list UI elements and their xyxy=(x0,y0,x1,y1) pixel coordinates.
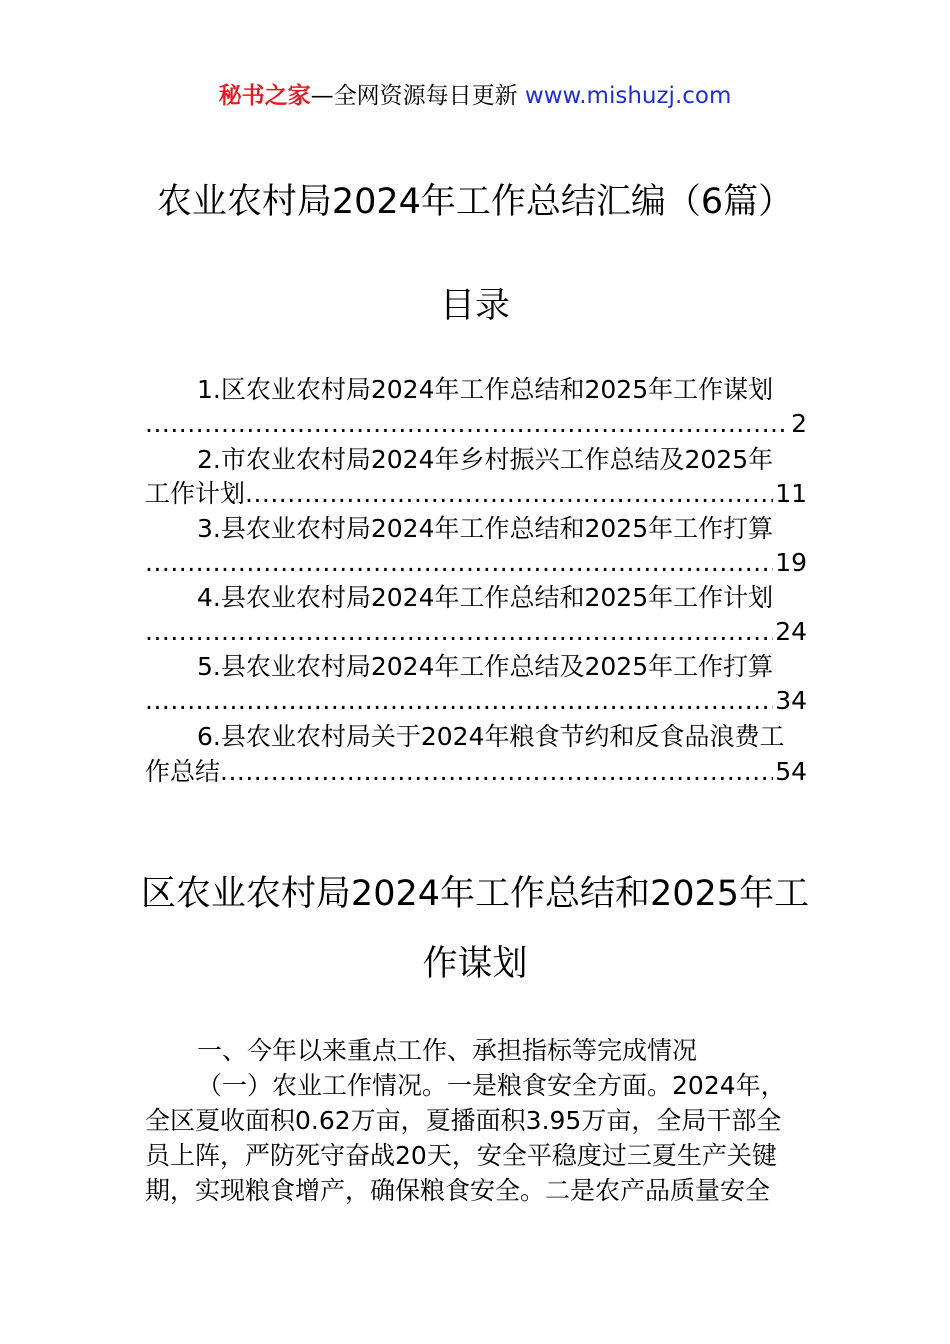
site-banner xyxy=(0,80,950,112)
document-title: 农业农村局2024年工作总结汇编（6篇） xyxy=(156,182,794,222)
toc-entry-4-leader[interactable] xyxy=(145,615,807,649)
toc-entry-4-title[interactable]: 4.县农业农村局2024年工作总结和2025年工作计划 xyxy=(197,583,774,612)
body-line-4: 期，实现粮食增产，确保粮食安全。二是农产品质量安全 xyxy=(145,1176,771,1205)
toc-entry-1-page: 2 xyxy=(791,409,807,438)
toc-dot-leader xyxy=(145,615,773,649)
toc-dot-leader xyxy=(145,684,773,718)
toc-entry-3-leader[interactable] xyxy=(145,546,807,580)
toc-entry-6-title[interactable]: 6.县农业农村局关于2024年粮食节约和反食品浪费工 xyxy=(197,722,785,751)
body-line-2: 全区夏收面积0.62万亩，夏播面积3.95万亩，全局干部全 xyxy=(145,1106,782,1135)
toc-entry-6-leader[interactable] xyxy=(145,755,807,789)
toc-entry-2-leader[interactable] xyxy=(145,477,807,511)
body-line-3: 员上阵，严防死守奋战20天，安全平稳度过三夏生产关键 xyxy=(145,1141,777,1170)
toc-dot-leader xyxy=(145,546,773,580)
toc-entry-6-page: 54 xyxy=(775,757,807,786)
toc-dot-leader xyxy=(145,407,789,441)
body-line-1: （一）农业工作情况。一是粮食安全方面。2024年， xyxy=(197,1071,786,1100)
toc-entry-5-page: 34 xyxy=(775,686,807,715)
toc-dot-leader xyxy=(220,755,773,789)
site-tagline: —全网资源每日更新 xyxy=(310,83,518,109)
toc-entry-5-leader[interactable] xyxy=(145,684,807,718)
toc-entry-2-page: 11 xyxy=(775,479,807,508)
section-subheading: 一、今年以来重点工作、承担指标等完成情况 xyxy=(197,1036,698,1065)
toc-entry-2-continuation: 工作计划 xyxy=(145,479,246,508)
toc-heading: 目录 xyxy=(439,286,510,326)
toc-entry-1-leader[interactable] xyxy=(145,407,807,441)
site-url-link[interactable]: www.mishuzj.com xyxy=(524,83,732,109)
toc-entry-6-continuation: 作总结 xyxy=(145,757,221,786)
toc-entry-5-title[interactable]: 5.县农业农村局2024年工作总结及2025年工作打算 xyxy=(197,652,774,681)
toc-dot-leader xyxy=(245,477,773,511)
toc-entry-3-title[interactable]: 3.县农业农村局2024年工作总结和2025年工作打算 xyxy=(197,514,774,543)
toc-entry-2-title[interactable]: 2.市农业农村局2024年乡村振兴工作总结及2025年 xyxy=(197,445,774,474)
section-heading-line-1: 区农业农村局2024年工作总结和2025年工 xyxy=(140,874,810,914)
section-heading-line-2: 作谋划 xyxy=(422,944,528,984)
site-name: 秘书之家 xyxy=(218,83,311,109)
toc-entry-3-page: 19 xyxy=(775,548,807,577)
toc-entry-1-title[interactable]: 1.区农业农村局2024年工作总结和2025年工作谋划 xyxy=(197,375,774,404)
toc-entry-4-page: 24 xyxy=(775,617,807,646)
